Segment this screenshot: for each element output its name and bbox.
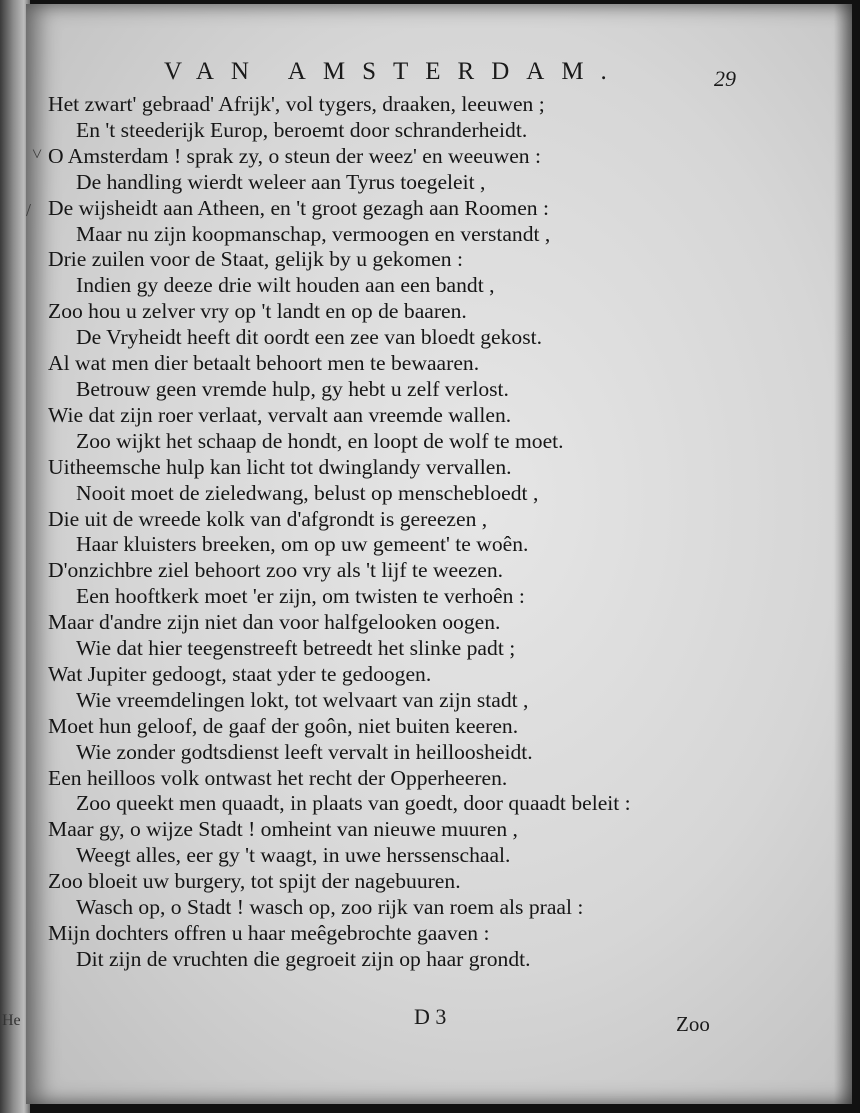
verse-line: Haar kluisters breeken, om op uw gemeent' te woên. xyxy=(76,532,529,557)
verse-line: Nooit moet de zieledwang, belust op menschebloedt , xyxy=(76,480,539,505)
book-page xyxy=(26,4,852,1104)
page-number: 29 xyxy=(714,66,736,91)
verse-line: Al wat men dier betaalt behoort men te bewaaren. xyxy=(48,351,480,376)
verse-line: Wie zonder godtsdienst leeft vervalt in heilloosheidt. xyxy=(76,739,533,764)
verse-line: De wijsheidt aan Atheen, en 't groot gezagh aan Roomen : xyxy=(48,195,549,220)
verse-line: Betrouw geen vremde hulp, gy hebt u zelf verlost. xyxy=(76,376,509,401)
catchword: Zoo xyxy=(676,1012,710,1036)
verse-line: Drie zuilen voor de Staat, gelijk by u gekomen : xyxy=(48,247,463,272)
verse-line: Uitheemsche hulp kan licht tot dwinglandy vervallen. xyxy=(48,454,512,479)
verse-line: En 't steederijk Europ, beroemt door schranderheidt. xyxy=(76,117,528,142)
verse-line: Mijn dochters offren u haar meêgebrochte gaaven : xyxy=(48,921,490,945)
verse-line: Weegt alles, eer gy 't waagt, in uwe herssenschaal. xyxy=(76,843,511,868)
verse-line: Die uit de wreede kolk van d'afgrondt is gereezen , xyxy=(48,506,488,531)
verse-line: Maar d'andre zijn niet dan voor halfgelooken oogen. xyxy=(48,610,501,635)
verse-body xyxy=(48,92,808,973)
verse-line: Wie dat zijn roer verlaat, vervalt aan vreemde wallen. xyxy=(48,402,512,427)
verse-line: Maar gy, o wijze Stadt ! omheint van nieuwe muuren , xyxy=(48,817,518,842)
verse-line: Wie vreemdelingen lokt, tot welvaart van zijn stadt , xyxy=(76,687,529,712)
verse-line: Dit zijn de vruchten die gegroeit zijn op haar grondt. xyxy=(76,946,531,971)
verse-line: Moet hun geloof, de gaaf der goôn, niet buiten keeren. xyxy=(48,713,519,738)
margin-bracket-mark: ˅ xyxy=(32,144,43,164)
margin-slash-mark: / xyxy=(26,200,32,220)
verse-line: Zoo hou u zelver vry op 't landt en op de baaren. xyxy=(48,299,467,324)
verse-line: De Vryheidt heeft dit oordt een zee van bloedt gekost. xyxy=(76,325,543,350)
verse-line: Maar nu zijn koopmanschap, vermoogen en verstandt , xyxy=(76,221,551,246)
previous-page-stub-text: He xyxy=(2,1012,21,1029)
page-edge-shadow xyxy=(834,4,852,1104)
verse-line: Wat Jupiter gedoogt, staat yder te gedoogen. xyxy=(48,661,432,686)
verse-line: Zoo bloeit uw burgery, tot spijt der nagebuuren. xyxy=(48,869,461,894)
verse-line: Wasch op, o Stadt ! wasch op, zoo rijk van roem als praal : xyxy=(76,895,584,920)
verse-line: De handling wierdt weleer aan Tyrus toegeleit , xyxy=(76,169,486,194)
verse-line: Een heilloos volk ontwast het recht der Opperheeren. xyxy=(48,765,508,790)
verse-line: O Amsterdam ! sprak zy, o steun der weez' en weeuwen : xyxy=(48,143,541,168)
verse-line: D'onzichbre ziel behoort zoo vry als 't lijf te weezen. xyxy=(48,558,504,583)
verse-line: Het zwart' gebraad' Afrijk', vol tygers, draaken, leeuwen ; xyxy=(48,92,545,116)
verse-line: Zoo wijkt het schaap de hondt, en loopt de wolf te moet. xyxy=(76,428,564,453)
verse-line: Een hooftkerk moet 'er zijn, om twisten te verhoên : xyxy=(76,584,525,609)
verse-line: Wie dat hier teegenstreeft betreedt het slinke padt ; xyxy=(76,636,516,661)
signature-mark: D 3 xyxy=(414,1004,447,1029)
verse-line: Zoo queekt men quaadt, in plaats van goedt, door quaadt beleit : xyxy=(76,791,631,816)
running-head: VAN AMSTERDAM. xyxy=(164,58,624,85)
verse-line: Indien gy deeze drie wilt houden aan een bandt , xyxy=(76,273,495,298)
